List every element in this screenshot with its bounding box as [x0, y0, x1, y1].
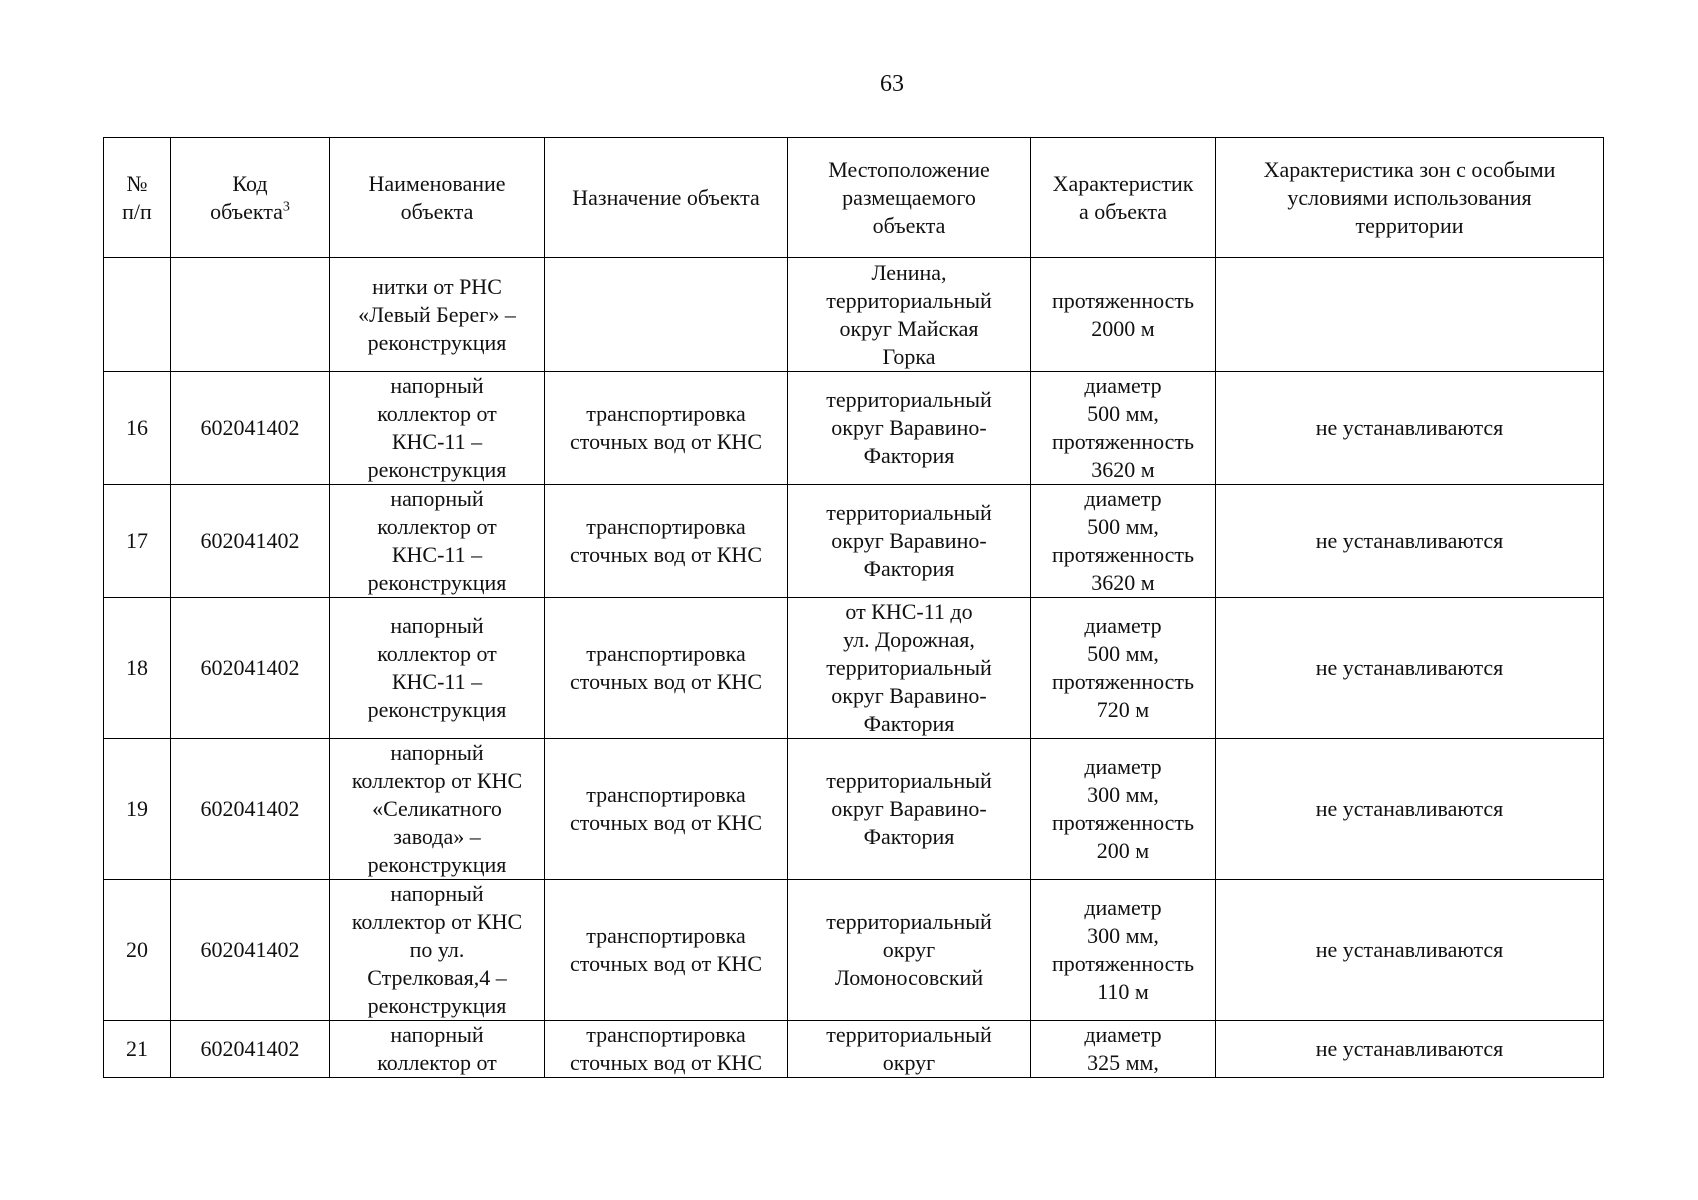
table-row	[104, 258, 1604, 372]
cell-code: 602041402	[171, 739, 330, 880]
header-purpose: Назначение объекта	[545, 138, 788, 258]
cell-zones: не устанавливаются	[1216, 880, 1604, 1021]
cell-zones: не устанавливаются	[1216, 739, 1604, 880]
cell-location: территориальный округ Ломоносовский	[788, 880, 1031, 1021]
cell-purpose: транспортировка сточных вод от КНС	[545, 1021, 788, 1078]
cell-purpose: транспортировка сточных вод от КНС	[545, 880, 788, 1021]
cell-num: 17	[104, 485, 171, 598]
footnote-marker: 3	[282, 199, 290, 215]
cell-num: 16	[104, 372, 171, 485]
cell-location: территориальный округ Варавино- Фактория	[788, 739, 1031, 880]
cell-num: 21	[104, 1021, 171, 1078]
table-row	[104, 739, 1604, 880]
cell-code: 602041402	[171, 485, 330, 598]
cell-purpose: транспортировка сточных вод от КНС	[545, 598, 788, 739]
cell-name: напорный коллектор от КНС-11 – реконструкция	[330, 485, 545, 598]
header-zones: Характеристика зон с особыми условиями использования территории	[1216, 138, 1604, 258]
objects-table	[103, 137, 1604, 1078]
page-number: 63	[880, 71, 904, 97]
cell-num	[104, 258, 171, 372]
cell-location: от КНС-11 до ул. Дорожная, территориальный округ Варавино- Фактория	[788, 598, 1031, 739]
table-row	[104, 372, 1604, 485]
cell-zones: не устанавливаются	[1216, 485, 1604, 598]
cell-name: напорный коллектор от КНС-11 – реконструкция	[330, 598, 545, 739]
header-location: Местоположение размещаемого объекта	[788, 138, 1031, 258]
cell-characteristics: диаметр 500 мм, протяженность 3620 м	[1031, 372, 1216, 485]
cell-code: 602041402	[171, 372, 330, 485]
cell-characteristics: диаметр 300 мм, протяженность 110 м	[1031, 880, 1216, 1021]
cell-purpose: транспортировка сточных вод от КНС	[545, 739, 788, 880]
cell-num: 19	[104, 739, 171, 880]
cell-purpose	[545, 258, 788, 372]
table-row	[104, 598, 1604, 739]
cell-code	[171, 258, 330, 372]
cell-code: 602041402	[171, 1021, 330, 1078]
cell-location: территориальный округ Варавино- Фактория	[788, 485, 1031, 598]
cell-name: напорный коллектор от КНС-11 – реконструкция	[330, 372, 545, 485]
cell-code: 602041402	[171, 598, 330, 739]
header-characteristics: Характеристик а объекта	[1031, 138, 1216, 258]
cell-purpose: транспортировка сточных вод от КНС	[545, 372, 788, 485]
cell-num: 20	[104, 880, 171, 1021]
cell-location: Ленина, территориальный округ Майская Горка	[788, 258, 1031, 372]
cell-purpose: транспортировка сточных вод от КНС	[545, 485, 788, 598]
cell-name: напорный коллектор от КНС «Селикатного завода» – реконструкция	[330, 739, 545, 880]
cell-code: 602041402	[171, 880, 330, 1021]
cell-zones: не устанавливаются	[1216, 372, 1604, 485]
cell-zones: не устанавливаются	[1216, 598, 1604, 739]
cell-zones	[1216, 258, 1604, 372]
cell-characteristics: диаметр 300 мм, протяженность 200 м	[1031, 739, 1216, 880]
cell-characteristics: диаметр 325 мм,	[1031, 1021, 1216, 1078]
header-num: № п/п	[104, 138, 171, 258]
cell-name: напорный коллектор от КНС по ул. Стрелковая,4 – реконструкция	[330, 880, 545, 1021]
cell-zones: не устанавливаются	[1216, 1021, 1604, 1078]
table-row	[104, 1021, 1604, 1078]
cell-num: 18	[104, 598, 171, 739]
table-header-row	[104, 138, 1604, 258]
header-name: Наименование объекта	[330, 138, 545, 258]
cell-characteristics: диаметр 500 мм, протяженность 3620 м	[1031, 485, 1216, 598]
cell-name: нитки от РНС «Левый Берег» – реконструкция	[330, 258, 545, 372]
table-row	[104, 485, 1604, 598]
cell-name: напорный коллектор от	[330, 1021, 545, 1078]
cell-characteristics: диаметр 500 мм, протяженность 720 м	[1031, 598, 1216, 739]
header-code: Код объекта$^3$	[171, 138, 330, 258]
table-row	[104, 880, 1604, 1021]
cell-location: территориальный округ	[788, 1021, 1031, 1078]
cell-location: территориальный округ Варавино- Фактория	[788, 372, 1031, 485]
cell-characteristics: протяженность 2000 м	[1031, 258, 1216, 372]
